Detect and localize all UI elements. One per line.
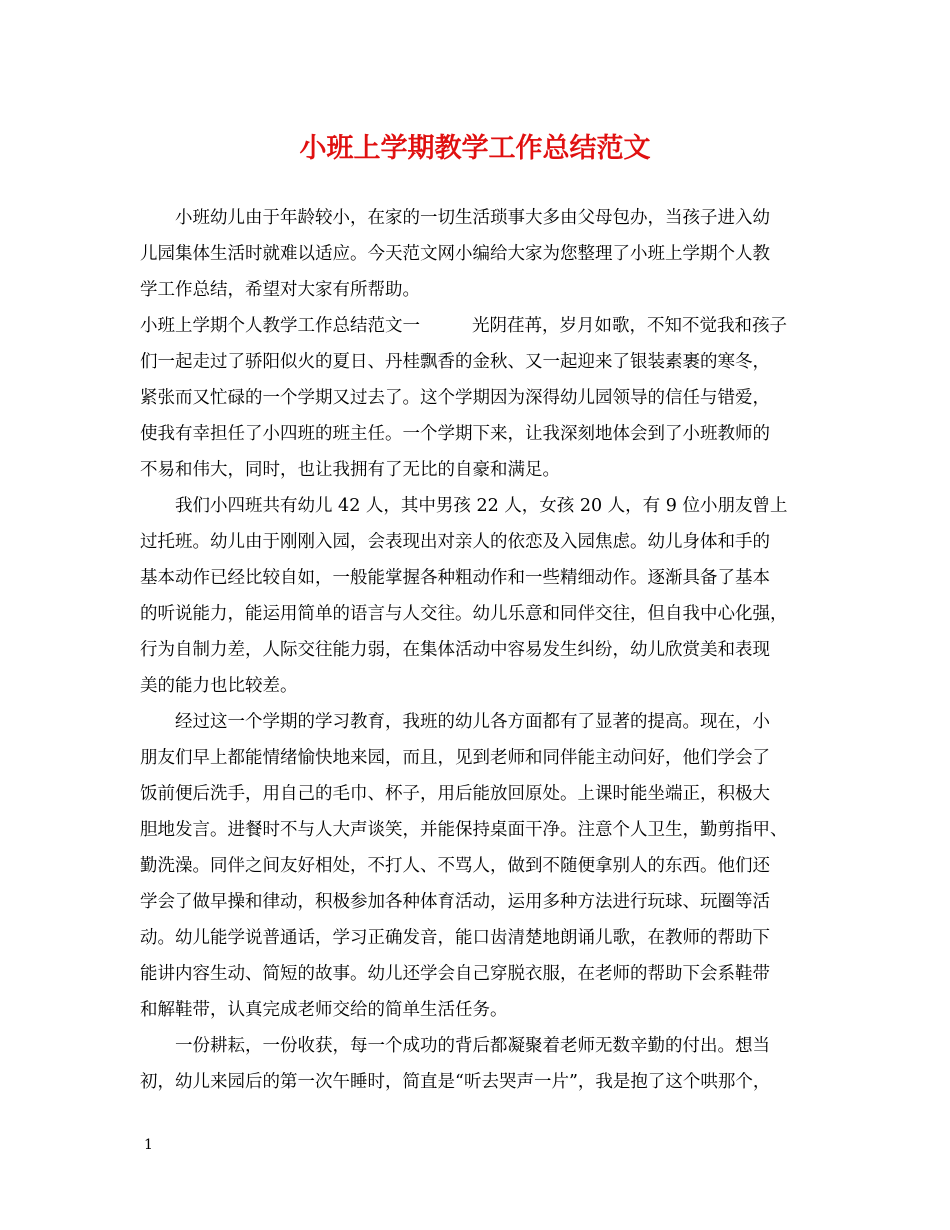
text-line: 动。幼儿能学说普通话，学习正确发音，能口齿清楚地朗诵儿歌，在教师的帮助下 [140, 928, 770, 948]
page-number: 1 [144, 1137, 153, 1153]
text-line: 小班幼儿由于年龄较小，在家的一切生活琐事大多由父母包办，当孩子进入幼 [175, 208, 770, 228]
text-line: 紧张而又忙碌的一个学期又过去了。这个学期因为深得幼儿园领导的信任与错爱， [140, 388, 770, 408]
text-line: 学工作总结，希望对大家有所帮助。 [140, 280, 420, 300]
text-line: 们一起走过了骄阳似火的夏日、丹桂飘香的金秋、又一起迎来了银装素裹的寒冬， [140, 352, 770, 372]
text-line: 和解鞋带，认真完成老师交给的简单生活任务。 [140, 1000, 508, 1020]
text-line: 勤洗澡。同伴之间友好相处，不打人、不骂人，做到不随便拿别人的东西。他们还 [140, 856, 770, 876]
text-line: 美的能力也比较差。 [140, 676, 298, 696]
text-line: 不易和伟大，同时，也让我拥有了无比的自豪和满足。 [140, 460, 560, 480]
text-line: 饭前便后洗手，用自己的毛巾、杯子，用后能放回原处。上课时能坐端正，积极大 [140, 784, 770, 804]
text-line: 行为自制力差，人际交往能力弱，在集体活动中容易发生纠纷，幼儿欣赏美和表现 [140, 640, 770, 660]
text-line: 儿园集体生活时就难以适应。今天范文网小编给大家为您整理了小班上学期个人教 [140, 244, 770, 264]
text-line: 朋友们早上都能情绪愉快地来园，而且，见到老师和同伴能主动问好，他们学会了 [140, 748, 770, 768]
document-title: 小班上学期教学工作总结范文 [299, 133, 651, 164]
text-line: 使我有幸担任了小四班的班主任。一个学期下来，让我深刻地体会到了小班教师的 [140, 424, 770, 444]
text-line: 的听说能力，能运用简单的语言与人交往。幼儿乐意和同伴交往，但自我中心化强， [140, 604, 788, 624]
text-line: 过托班。幼儿由于刚刚入园，会表现出对亲人的依恋及入园焦虑。幼儿身体和手的 [140, 532, 770, 552]
text-line: 一份耕耘，一份收获，每一个成功的背后都凝聚着老师无数辛勤的付出。想当 [175, 1036, 770, 1056]
text-line-segment: 光阴荏苒，岁月如歌，不知不觉我和孩子 [472, 316, 787, 336]
text-line: 基本动作已经比较自如，一般能掌握各种粗动作和一些精细动作。逐渐具备了基本 [140, 568, 770, 588]
document-body [140, 200, 820, 1100]
section-heading: 小班上学期个人教学工作总结范文一 [140, 316, 420, 336]
text-line: 经过这一个学期的学习教育，我班的幼儿各方面都有了显著的提高。现在，小 [175, 712, 770, 732]
text-line: 学会了做早操和律动，积极参加各种体育活动，运用多种方法进行玩球、玩圈等活 [140, 892, 770, 912]
text-line: 能讲内容生动、简短的故事。幼儿还学会自己穿脱衣服，在老师的帮助下会系鞋带 [140, 964, 770, 984]
text-line: 我们小四班共有幼儿 42 人，其中男孩 22 人，女孩 20 人，有 9 位小朋友曾上 [175, 496, 788, 516]
text-line: 胆地发言。进餐时不与人大声谈笑，并能保持桌面干净。注意个人卫生，勤剪指甲、 [140, 820, 788, 840]
text-line: 初，幼儿来园后的第一次午睡时，简直是“听去哭声一片”，我是抱了这个哄那个， [140, 1072, 771, 1092]
text-line-with-heading [140, 308, 820, 344]
